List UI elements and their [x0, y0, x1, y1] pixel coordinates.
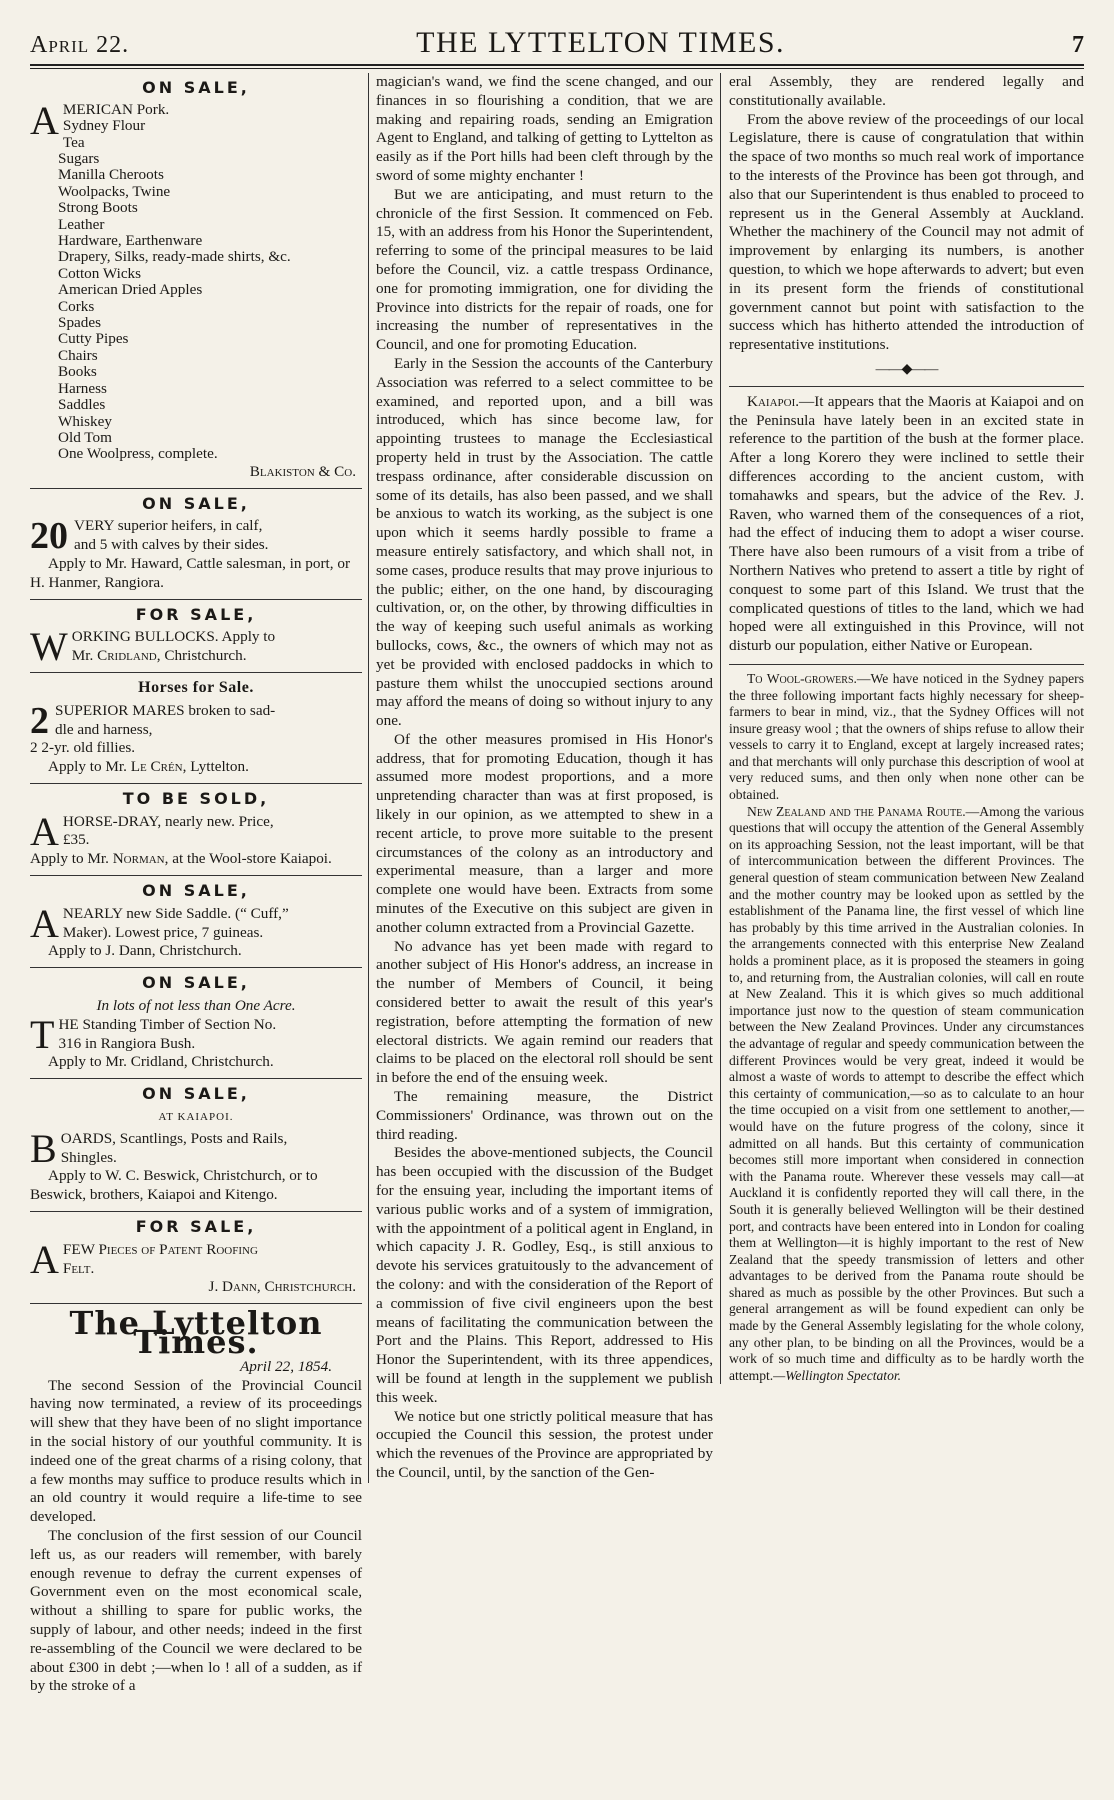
- editorial-paragraph: But we are anticipating, and must return to the chronicle of the first Session. It commenced on Feb. 15, with an address from his Honor the Superintendent, referring to some of the principal measures to be laid before the Council, viz. a cattle trespass Ordinance, one for promoting immigration, one for dividing the Province into districts for the repair of roads, one for increasing the number of representatives in the Council, and one for promoting Education.: [376, 185, 713, 354]
- ad-saddle: [30, 876, 362, 968]
- news-source: —Wellington Spectator.: [773, 1367, 902, 1383]
- ad-line: HE Standing Timber of Section No.: [58, 1015, 277, 1033]
- ad-body: Apply to Mr. Haward, Cattle salesman, in port, or H. Hanmer, Rangiora.: [30, 554, 351, 591]
- drop-cap: W: [30, 624, 68, 670]
- ad-line: Apply to J. Dann, Christchurch.: [48, 942, 242, 960]
- ad-line: Shingles.: [60, 1148, 117, 1166]
- ad-name: Cridland: [97, 647, 157, 665]
- drop-cap: A: [30, 1236, 59, 1282]
- columns: [30, 73, 1084, 1696]
- news-lead: Kaiapoi.: [747, 392, 800, 410]
- ad-list-item: Whiskey: [58, 412, 112, 430]
- drop-cap: A: [30, 900, 59, 946]
- ad-line: Apply to Mr.: [48, 758, 131, 776]
- running-head-date: April 22.: [30, 32, 130, 58]
- masthead: The Lyttelton Times.: [69, 1304, 323, 1362]
- ad-heading: FOR SALE,: [135, 604, 257, 624]
- ad-line: £35.: [62, 831, 90, 849]
- editorial-paragraph: From the above review of the proceedings of our local Legislature, there is cause of congratulation that within the space of two months so much real work of importance to the interests of the Province has been got through, and also that our Superintendent is thus enabled to proceed to represent us in the General Assembly at Auckland. Whether the machinery of the Council may not admit of improvement by enlarging its numbers, is another question, to which we hope afterwards to advert; but even in its present form the friends of constitutional government cannot but point with satisfaction to the success which has hitherto attended the introduction of representative institutions.: [729, 110, 1084, 354]
- ad-line: Apply to Mr. Cridland, Christchurch.: [48, 1053, 274, 1071]
- ad-list-item: Strong Boots: [58, 199, 138, 217]
- ad-heading: ON SALE,: [142, 881, 250, 901]
- ad-line: dle and harness,: [55, 720, 153, 738]
- ad-name: Norman: [112, 850, 165, 868]
- ad-line: HORSE-DRAY, nearly new. Price,: [62, 812, 274, 830]
- ad-line: FEW Pieces of Patent Roofing: [62, 1240, 258, 1258]
- ad-list-item: Chairs: [58, 346, 98, 364]
- ad-contact: [30, 758, 362, 777]
- ad-list-item: Cutty Pipes: [58, 330, 129, 348]
- ad-line: 316 in Rangiora Bush.: [58, 1034, 196, 1052]
- ad-dray: [30, 784, 362, 876]
- ad-line: Apply to W. C. Beswick, Christchurch, or to Beswick, brothers, Kaiapoi and Kitengo.: [30, 1167, 318, 1204]
- section-rule: [729, 664, 1084, 665]
- ad-heifers: [30, 489, 362, 600]
- drop-cap: B: [30, 1125, 57, 1171]
- ad-list-item: One Woolpress, complete.: [58, 445, 218, 463]
- editorial-paragraph: No advance has yet been made with regard to another subject of His Honor's address, an increase in the number of Members of Council, it being considered better to await the result of this year's registration, before attempting the formation of new electoral districts. We again remind our readers that claims to be placed on the electoral roll should be sent in before the end of the ensuing week.: [376, 937, 713, 1087]
- section-rule: [729, 386, 1084, 387]
- ad-list-item: Books: [58, 363, 97, 381]
- ad-line: Apply to Mr.: [30, 850, 113, 868]
- ad-list-item: Harness: [58, 379, 107, 397]
- news-kaiapoi: [729, 393, 1084, 656]
- column-2: [368, 73, 720, 1483]
- drop-cap: A: [30, 808, 59, 854]
- ad-heading: ON SALE,: [142, 493, 250, 513]
- ad-heading: Horses for Sale.: [138, 678, 254, 696]
- ad-list-item: Cotton Wicks: [58, 264, 142, 282]
- ad-boards: [30, 1079, 362, 1212]
- ad-subheading: AT KAIAPOI.: [158, 1111, 234, 1124]
- ad-blakiston: [30, 73, 362, 489]
- drop-number: 2: [30, 699, 49, 742]
- editorial-paragraph: Early in the Session the accounts of the Canterbury Association was referred to a select committee to be examined, and reported upon, and a bill was introduced, which has since become law, for appointing trustees to manage the Ecclesiastical property held in trust by the Association. The cattle trespass ordinance, after considerable discussion on some of its details, has also been passed, and we shall be anxious to watch its working, as the subject is one upon which it seems hardly possible to frame a measure entirely satisfactory, and which shall not, in some cases, produce results that may prove injurious to the public; either, on the one hand, by discouraging cultivation, or, on the other, by throwing difficulties in the way of keeping such useful animals as working bullocks, cows, &c., the owners of which may not as yet be provided with enclosed paddocks in which to pasture them whilst the unoccupied sections around may afford the means of doing so without injury to any one.: [376, 354, 713, 730]
- editorial-paragraph: The second Session of the Provincial Council having now terminated, a review of its proceedings will shew that they have been of no slight importance in the social history of our youthful community. It is indeed one of the great charms of a rising colony, that a few months may suffice to produce results which in an old country it would require a life-time to see developed.: [30, 1376, 362, 1526]
- drop-cap: T: [30, 1011, 55, 1057]
- ad-heading: ON SALE,: [142, 1084, 250, 1104]
- ad-list-item: Manilla Cheroots: [58, 166, 164, 184]
- news-text: —Among the various questions that will occupy the attention of the General Assembly on its approaching Session, not the least important, will be that of intercommunication between the different Provinces. The general question of steam communication between New Zealand and the mother country may be looked upon as settled by the establishment of the Panama line, the first vessel of which line has probably by this time arrived in the Australian colonies. In the arrangements connected with this enterprise New Zealand holds a prominent place, as it is proposed the steamers in going to, and returning from, the Australian colonies, will call en route at New Zealand. This it is which gives so much additional importance just now to the question of steam communication between the New Zealand Provinces. Under any circumstances the advantage of regular and speedy communication between the different Provinces would be very great, indeed it would be almost a waste of words to attempt to describe the effect which this certainty of communication,—so as to calculate to an hour the time occupied on a visit from one settlement to another,—would have on the future progress of the colony, since it admitted on all hands. But this certainty of communication becomes still more important when considered in connection with the Panama route. Wherever these vessels may call—at Auckland it is confidently reported they will call there, in the South it is generally believed Wellington will be their destined port, and contracts have been entered into in London for coaling them at Wellington—it is highly important to the rest of New Zealand that the speedy transmission of letters and other advantages to be derived from the Panama route should be shared as much as possible by the other Provinces. But such a general arrangement as will be found expedient can only be made by the General Assembly legislating for the whole colony, any other plan, to be binding on all the Provinces, would be a work of so much time and difficulty as to be hardly worth the attempt.: [729, 803, 1084, 1383]
- ad-horses: [30, 673, 362, 784]
- ad-heading: ON SALE,: [142, 973, 250, 993]
- ad-list-item: American Dried Apples: [58, 281, 203, 299]
- drop-cap: A: [30, 97, 59, 143]
- ad-list-item: Drapery, Silks, ready-made shirts, &c.: [58, 248, 291, 266]
- ad-first-item: MERICAN Pork.: [62, 100, 170, 118]
- news-text: —It appears that the Maoris at Kaiapoi and on the Peninsula have lately been in an excited state in reference to the partition of the bush at the former place. After a long Korero they were inclined to settle their differences according to the ancient custom, with tomahawks and spears, but the advice of the Rev. J. Raven, who warned them of the consequences of a riot, had the effect of inducing them to adopt a wiser course. There have also been rumours of a visit from a tribe of Northern Natives who pretend to assert a title by right of conquest to some part of this Island. We trust that the complicated questions of titles to the land, which we had hoped were all extinguished in this Province, will not disturb our population, either Native or European.: [729, 392, 1084, 655]
- section-ornament: ——◆——: [875, 361, 938, 377]
- ad-line: NEARLY new Side Saddle. (“ Cuff,”: [62, 904, 289, 922]
- ad-line: VERY superior heifers, in calf,: [74, 517, 263, 535]
- editorial-paragraph: eral Assembly, they are rendered legally and constitutionally available.: [729, 73, 1084, 109]
- ad-signature: J. Dann, Christchurch.: [208, 1278, 356, 1296]
- ad-list-item: Leather: [58, 215, 105, 233]
- ad-heading: ON SALE,: [142, 78, 250, 97]
- ad-list-item: Corks: [58, 297, 95, 315]
- column-3: [720, 73, 1084, 1384]
- ad-line: , Lyttelton.: [182, 758, 249, 776]
- ad-line: and 5 with calves by their sides.: [74, 536, 269, 554]
- ad-list-item: Woolpacks, Twine: [58, 182, 171, 200]
- running-head: [30, 26, 1084, 64]
- drop-number: 20: [30, 515, 68, 558]
- ad-signature: Blakiston & Co.: [249, 462, 356, 480]
- ad-name: Le Crén: [130, 758, 183, 776]
- editorial-paragraph: The conclusion of the first session of our Council left us, as our readers will remember, with barely enough revenue to defray the current expenses of Government even on the most economical scale, without a shilling to spare for public works, the supply of labour, and other needs; indeed in the first re-assembling of the Council we were declared to be about £300 in debt ;—when lo ! all of a sudden, as if by the stroke of a: [30, 1526, 362, 1695]
- ad-line: 2 2-yr. old fillies.: [30, 739, 136, 757]
- ad-line: Maker). Lowest price, 7 guineas.: [62, 923, 264, 941]
- editorial-paragraph: Of the other measures promised in His Honor's address, that for promoting Education, though it has assumed more modest proportions, and a more unpretending character than was at first proposed, is likely in our opinion, as we attempted to shew in a recent article, to prove more suitable to the present circumstances of the colony as an introductory and experimental measure, than a larger and more complete one would have been. Extracts from some minutes of the Executive on this subject are given in another column extracted from a Provincial Gazette.: [376, 730, 713, 936]
- ad-line: , at the Wool-store Kaiapoi.: [164, 850, 332, 868]
- ad-list-item: Hardware, Earthenware: [58, 232, 203, 250]
- ad-line: SUPERIOR MARES broken to sad-: [55, 701, 276, 719]
- news-text: —We have noticed in the Sydney papers the three following important facts highly necessary for sheep-farmers to bear in mind, viz., that the Sydney Offices will not insure greasy wool ; that the owners of ships refuse to allow their vessels to carry it to England, except at largely increased rates; and that merchants will only purchase this description of wool at very reduced sums, and then only when none other can be obtained.: [729, 670, 1084, 803]
- ad-roofing: [30, 1212, 362, 1304]
- dateline: April 22, 1854.: [240, 1357, 332, 1375]
- ad-list-item: Sugars: [58, 150, 100, 168]
- editorial-paragraph: magician's wand, we find the scene changed, and our finances in so flourishing a condition, that we are making and repairing roads, sending an Emigration Agent to England, and talking of getting to Lyttelton as easily as if the Port hills had been cleft through by the sword of some mighty enchanter !: [376, 73, 713, 184]
- column-1: [30, 73, 368, 1696]
- editorial-paragraph: We notice but one strictly political measure that has occupied the Council this session, the protest under which the revenues of the Province are appropriated by the Council, until, by the sanction of the Gen-: [376, 1407, 713, 1481]
- ad-subheading: In lots of not less than One Acre.: [96, 997, 296, 1015]
- ad-contact: [30, 850, 362, 869]
- ad-list-item: Sydney Flour: [62, 117, 146, 135]
- ad-bullocks: [30, 600, 362, 673]
- ad-line: Felt.: [62, 1259, 95, 1277]
- ad-line: OARDS, Scantlings, Posts and Rails,: [60, 1129, 288, 1147]
- ad-line: ORKING BULLOCKS. Apply to: [71, 628, 276, 646]
- editorial-paragraph: The remaining measure, the District Commissioners' Ordinance, was thrown out on the third reading.: [376, 1088, 713, 1143]
- ad-item-list: [58, 118, 362, 463]
- news-panama: [729, 804, 1084, 1385]
- page-number: 7: [1072, 32, 1084, 58]
- ad-timber: [30, 968, 362, 1079]
- ad-heading: TO BE SOLD,: [122, 788, 270, 808]
- news-lead: To Wool-growers.: [747, 670, 857, 686]
- news-wool: [729, 671, 1084, 804]
- running-head-title: THE LYTTELTON TIMES.: [416, 26, 786, 59]
- editorial-paragraph: Besides the above-mentioned subjects, the Council has been occupied with the discussion of the Budget for the ensuing year, including the important items of various public works and of a system of immigration, with the appointment of a political agent in England, in which capacity J. R. Godley, Esq., is still anxious to devote his services gratuitously to the advancement of the colony: and with the consideration of the Report of a commission of five civil engineers upon the best means of facilitating the communication between the Port and the Plains. This Report, addressed to His Honor the Superintendent, with its three appendices, will be found at length in the supplement we publish this week.: [376, 1144, 713, 1406]
- ad-list-item: Tea: [62, 133, 85, 151]
- news-lead: New Zealand and the Panama Route.: [747, 803, 966, 819]
- ad-list-item: Saddles: [58, 396, 106, 414]
- ad-heading: FOR SALE,: [135, 1217, 257, 1237]
- ad-line: Mr.: [71, 647, 98, 665]
- ad-list-item: Old Tom: [58, 428, 112, 446]
- header-rule: [30, 64, 1084, 69]
- ad-list-item: Spades: [58, 314, 102, 332]
- ad-line: , Christchurch.: [156, 647, 247, 665]
